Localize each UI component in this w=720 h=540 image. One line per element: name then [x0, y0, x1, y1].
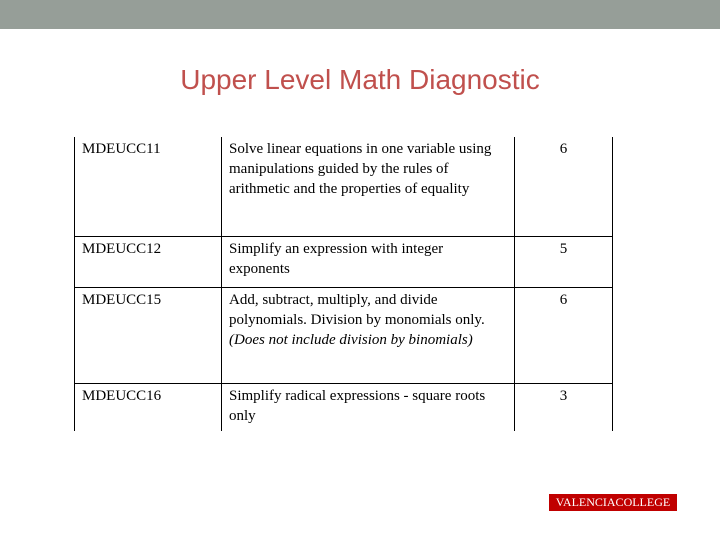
- row-count: 3: [515, 383, 613, 431]
- diagnostic-table: [74, 137, 613, 431]
- row-count: 6: [515, 137, 613, 236]
- row-description: Solve linear equations in one variable using manipulations guided by the rules of arithmetic and the properties of equality: [222, 137, 515, 236]
- row-code: MDEUCC11: [75, 137, 222, 236]
- row-code: MDEUCC12: [75, 236, 222, 287]
- row-code: MDEUCC15: [75, 287, 222, 383]
- row-count: 5: [515, 236, 613, 287]
- row-count: 6: [515, 287, 613, 383]
- row-code: MDEUCC16: [75, 383, 222, 431]
- table-row: [75, 236, 613, 287]
- table-row: [75, 287, 613, 383]
- row-description: Add, subtract, multiply, and divide polynomials. Division by monomials only. (Does not include division by binomials): [222, 287, 515, 383]
- row-description: Simplify radical expressions - square roots only: [222, 383, 515, 431]
- top-bar: [0, 0, 720, 29]
- slide-title: Upper Level Math Diagnostic: [180, 64, 540, 95]
- table-row: [75, 137, 613, 236]
- table-row: [75, 383, 613, 431]
- row-description: Simplify an expression with integer exponents: [222, 236, 515, 287]
- row-description-note: (Does not include division by binomials): [229, 331, 473, 348]
- valencia-college-logo: VALENCIACOLLEGE: [549, 494, 677, 511]
